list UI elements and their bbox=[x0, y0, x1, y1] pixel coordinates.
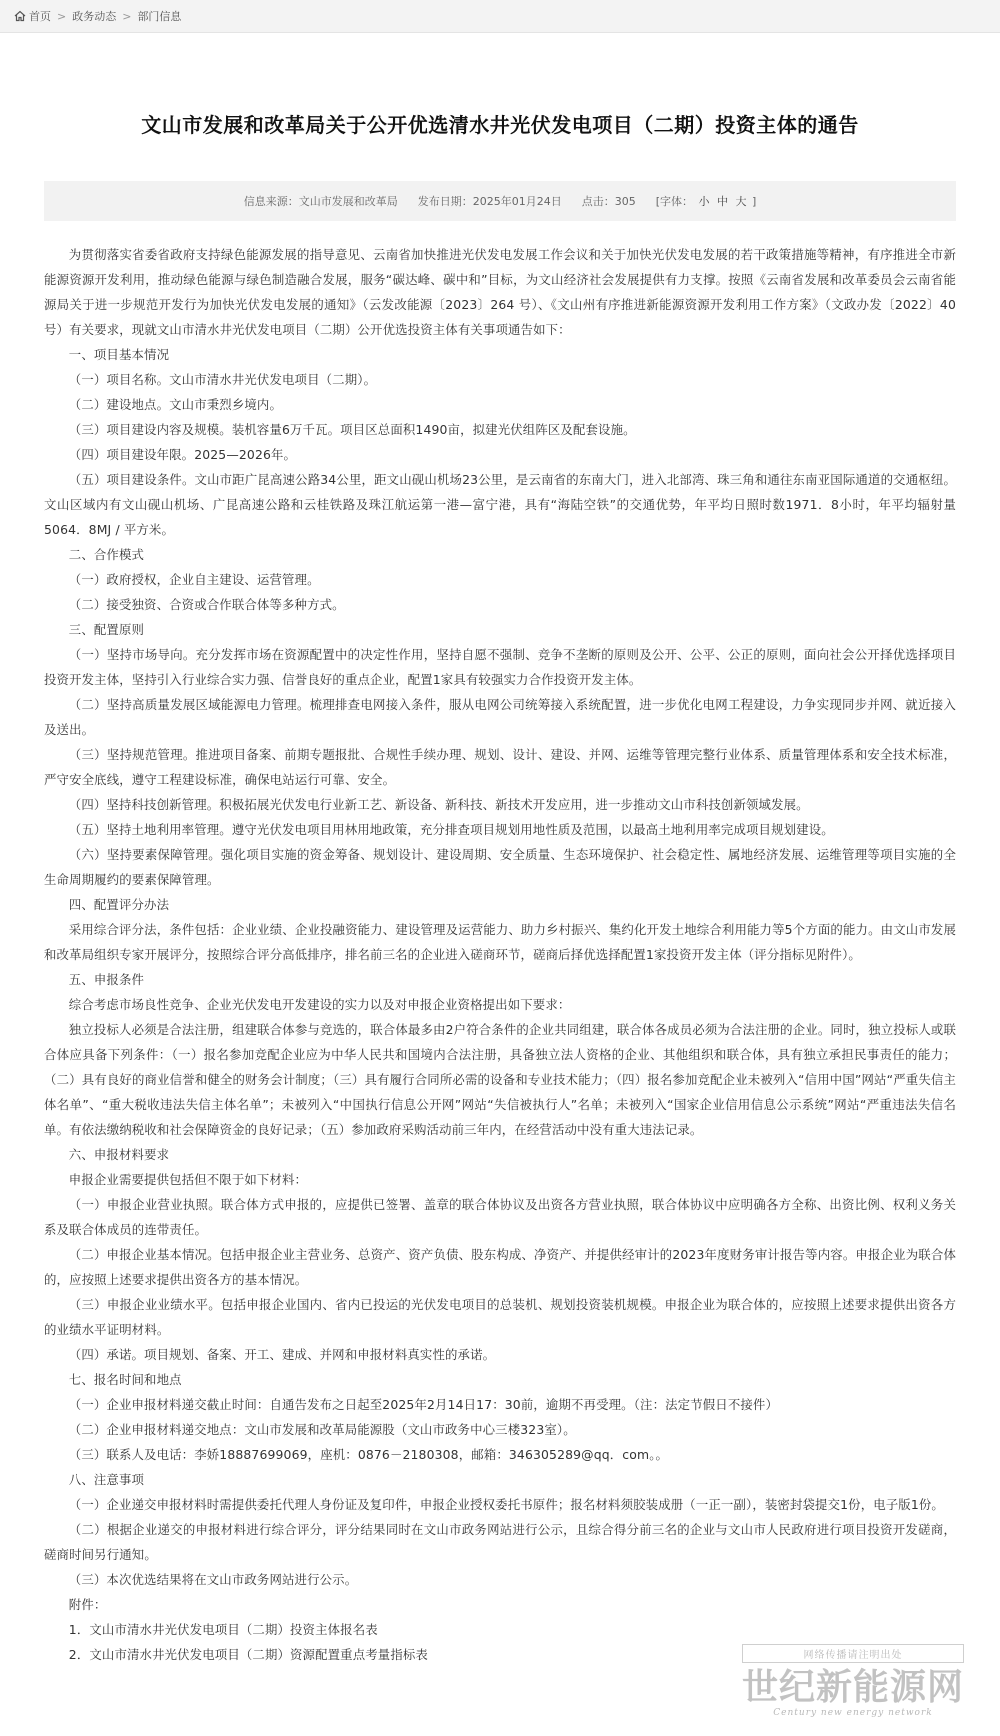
article-paragraph: （二）接受独资、合资或合作联合体等多种方式。 bbox=[68, 597, 345, 612]
article-paragraph: 一、项目基本情况 bbox=[68, 347, 170, 362]
article-meta bbox=[44, 181, 956, 221]
font-size-suffix: ] bbox=[752, 195, 757, 208]
article-paragraph: （一）企业申报材料递交截止时间：自通告发布之日起至2025年2月14日17：30前，逾期不再受理。（注：法定节假日不接件） bbox=[68, 1397, 778, 1412]
article-paragraph: （四）项目建设年限。2025—2026年。 bbox=[68, 447, 297, 462]
watermark-notice: 网络传播请注明出处 bbox=[742, 1644, 964, 1663]
font-medium-button[interactable]: 中 bbox=[717, 195, 728, 208]
breadcrumb-separator-icon: > bbox=[57, 9, 67, 23]
article-paragraph: （二）坚持高质量发展区域能源电力管理。梳理排查电网接入条件，服从电网公司统筹接入系统配置，进一步优化电网工程建设，力争实现同步并网、就近接入及送出。 bbox=[44, 697, 956, 737]
article-paragraph: （一）政府授权，企业自主建设、运营管理。 bbox=[68, 572, 320, 587]
article-paragraph: （三）联系人及电话：李娇18887699069，座机：0876－2180308，邮箱：346305289@qq．com。。 bbox=[68, 1447, 669, 1462]
article-body bbox=[44, 242, 956, 1667]
article-paragraph: （一）企业递交申报材料时需提供委托代理人身份证及复印件，申报企业授权委托书原件；报名材料须胶装成册（一正一副），装密封袋提交1份，电子版1份。 bbox=[68, 1497, 944, 1512]
breadcrumb-news-link[interactable]: 政务动态 bbox=[72, 10, 117, 23]
article-paragraph: 四、配置评分办法 bbox=[68, 897, 170, 912]
article-paragraph: 采用综合评分法，条件包括：企业业绩、企业投融资能力、建设管理及运营能力、助力乡村振兴、集约化开发土地综合利用能力等5个方面的能力。由文山市发展和改革局组织专家开展评分，按照综合评分高低排序，排名前三名的企业进入磋商环节，磋商后择优选择配置1家投资开发主体（评分指标见附件）。 bbox=[44, 922, 956, 962]
article-paragraph: （三）本次优选结果将在文山市政务网站进行公示。 bbox=[68, 1572, 358, 1587]
meta-date: 发布日期：2025年01月24日 bbox=[417, 195, 562, 208]
article-paragraph: 2．文山市清水井光伏发电项目（二期）资源配置重点考量指标表 bbox=[68, 1647, 428, 1662]
watermark-logo: 世纪新能源网 bbox=[741, 1666, 964, 1708]
font-large-button[interactable]: 大 bbox=[735, 195, 747, 208]
article-paragraph: （二）申报企业基本情况。包括申报企业主营业务、总资产、资产负债、股东构成、净资产、并提供经审计的2023年度财务审计报告等内容。申报企业为联合体的，应按照上述要求提供出资各方的基本情况。 bbox=[44, 1247, 956, 1287]
article-paragraph: （三）坚持规范管理。推进项目备案、前期专题报批、合规性手续办理、规划、设计、建设、并网、运维等管理完整行业体系、质量管理体系和安全技术标准，严守安全底线，遵守工程建设标准，确保电站运行可靠、安全。 bbox=[44, 747, 956, 787]
font-size-switcher bbox=[656, 193, 757, 209]
breadcrumb-home-link[interactable]: 首页 bbox=[29, 10, 51, 23]
article-paragraph: 综合考虑市场良性竞争、企业光伏发电开发建设的实力以及对申报企业资格提出如下要求： bbox=[68, 997, 571, 1012]
breadcrumb-separator-icon: > bbox=[122, 9, 132, 23]
article-paragraph: （二）建设地点。文山市秉烈乡境内。 bbox=[68, 397, 282, 412]
article-paragraph: （五）项目建设条件。文山市距广昆高速公路34公里，距文山砚山机场23公里，是云南省的东南大门，进入北部湾、珠三角和通往东南亚国际通道的交通枢纽。文山区域内有文山砚山机场、广昆高速公路和云桂铁路及珠江航运第一港—富宁港，具有“海陆空铁”的交通优势，年平均日照时数1971．8小时，年平均辐射量5064．8MJ / 平方米。 bbox=[44, 472, 956, 537]
article-paragraph: （五）坚持土地利用率管理。遵守光伏发电项目用林用地政策，充分排查项目规划用地性质及范围，以最高土地利用率完成项目规划建设。 bbox=[68, 822, 834, 837]
article-paragraph: 附件： bbox=[68, 1597, 107, 1612]
breadcrumb-department-link[interactable]: 部门信息 bbox=[137, 10, 182, 23]
article-paragraph: （一）坚持市场导向。充分发挥市场在资源配置中的决定性作用，坚持自愿不强制、竞争不垄断的原则及公开、公平、公正的原则，面向社会公开择优选择项目投资开发主体，坚持引入行业综合实力强、信誉良好的重点企业，配置1家具有较强实力合作投资开发主体。 bbox=[44, 647, 956, 687]
article-paragraph: （二）根据企业递交的申报材料进行综合评分，评分结果同时在文山市政务网站进行公示，且综合得分前三名的企业与文山市人民政府进行项目投资开发磋商，磋商时间另行通知。 bbox=[44, 1522, 956, 1562]
article-paragraph: （二）企业申报材料递交地点：文山市发展和改革局能源股（文山市政务中心三楼323室）。 bbox=[68, 1422, 576, 1437]
article-paragraph: （三）项目建设内容及规模。装机容量6万千瓦。项目区总面积1490亩，拟建光伏组阵区及配套设施。 bbox=[68, 422, 636, 437]
article-paragraph: （六）坚持要素保障管理。强化项目实施的资金筹备、规划设计、建设周期、安全质量、生态环境保护、社会稳定性、属地经济发展、运维管理等项目实施的全生命周期履约的要素保障管理。 bbox=[44, 847, 956, 887]
article-paragraph: （四）承诺。项目规划、备案、开工、建成、并网和申报材料真实性的承诺。 bbox=[68, 1347, 496, 1362]
page-title: 文山市发展和改革局关于公开优选清水井光伏发电项目（二期）投资主体的通告 bbox=[141, 113, 859, 137]
meta-source: 信息来源：文山市发展和改革局 bbox=[243, 195, 398, 208]
article-paragraph: （三）申报企业业绩水平。包括申报企业国内、省内已投运的光伏发电项目的总装机、规划投资装机规模。申报企业为联合体的，应按照上述要求提供出资各方的业绩水平证明材料。 bbox=[44, 1297, 956, 1337]
article-paragraph: 申报企业需要提供包括但不限于如下材料： bbox=[68, 1172, 308, 1187]
article-paragraph: （一）申报企业营业执照。联合体方式申报的，应提供已签署、盖章的联合体协议及出资各方营业执照，联合体协议中应明确各方全称、出资比例、权利义务关系及联合体成员的连带责任。 bbox=[44, 1197, 956, 1237]
font-small-button[interactable]: 小 bbox=[698, 195, 710, 208]
article-paragraph: 八、注意事项 bbox=[68, 1472, 145, 1487]
article-paragraph: 二、合作模式 bbox=[68, 547, 145, 562]
article-paragraph: 为贯彻落实省委省政府支持绿色能源发展的指导意见、云南省加快推进光伏发电发展工作会议和关于加快光伏发电发展的若干政策措施等精神，有序推进全市新能源资源开发利用，推动绿色能源与绿色制造融合发展，服务“碳达峰、碳中和”目标，为文山经济社会发展提供有力支撑。按照《云南省发展和改革委员会云南省能源局关于进一步规范开发行为加快光伏发电发展的通知》（云发改能源〔2023〕264 号）、《文山州有序推进新能源资源开发利用工作方案》（文政办发〔2022〕40 号）有关要求，现就文山市清水井光伏发电项目（二期）公开优选投资主体有关事项通告如下： bbox=[44, 247, 956, 337]
home-icon bbox=[14, 10, 26, 22]
article-paragraph: 1．文山市清水井光伏发电项目（二期）投资主体报名表 bbox=[68, 1622, 378, 1637]
article-paragraph: 七、报名时间和地点 bbox=[68, 1372, 182, 1387]
article-paragraph: 五、申报条件 bbox=[68, 972, 145, 987]
article-paragraph: 独立投标人必须是合法注册，组建联合体参与竞选的，联合体最多由2户符合条件的企业共同组建，联合体各成员必须为合法注册的企业。同时，独立投标人或联合体应具备下列条件：（一）报名参加竞配企业应为中华人民共和国境内合法注册，具备独立法人资格的企业、其他组织和联合体，具有独立承担民事责任的能力；（二）具有良好的商业信誉和健全的财务会计制度；（三）具有履行合同所必需的设备和专业技术能力；（四）报名参加竞配企业未被列入“信用中国”网站“严重失信主体名单”、“重大税收违法失信主体名单”；未被列入“中国执行信息公开网”网站“失信被执行人”名单；未被列入“国家企业信用信息公示系统”网站“严重违法失信名单。有依法缴纳税收和社会保障资金的良好记录；（五）参加政府采购活动前三年内，在经营活动中没有重大违法记录。 bbox=[44, 1022, 956, 1137]
breadcrumb bbox=[0, 0, 1000, 33]
article-paragraph: 六、申报材料要求 bbox=[68, 1147, 170, 1162]
meta-clicks: 点击：305 bbox=[581, 195, 636, 208]
watermark bbox=[742, 1644, 964, 1718]
font-size-prefix: [字体： bbox=[655, 195, 693, 208]
article-paragraph: （四）坚持科技创新管理。积极拓展光伏发电行业新工艺、新设备、新科技、新技术开发应用，进一步推动文山市科技创新领域发展。 bbox=[68, 797, 809, 812]
article-paragraph: 三、配置原则 bbox=[68, 622, 145, 637]
article-paragraph: （一）项目名称。文山市清水井光伏发电项目（二期）。 bbox=[68, 372, 377, 387]
watermark-subtitle: Century new energy network bbox=[773, 1708, 933, 1718]
